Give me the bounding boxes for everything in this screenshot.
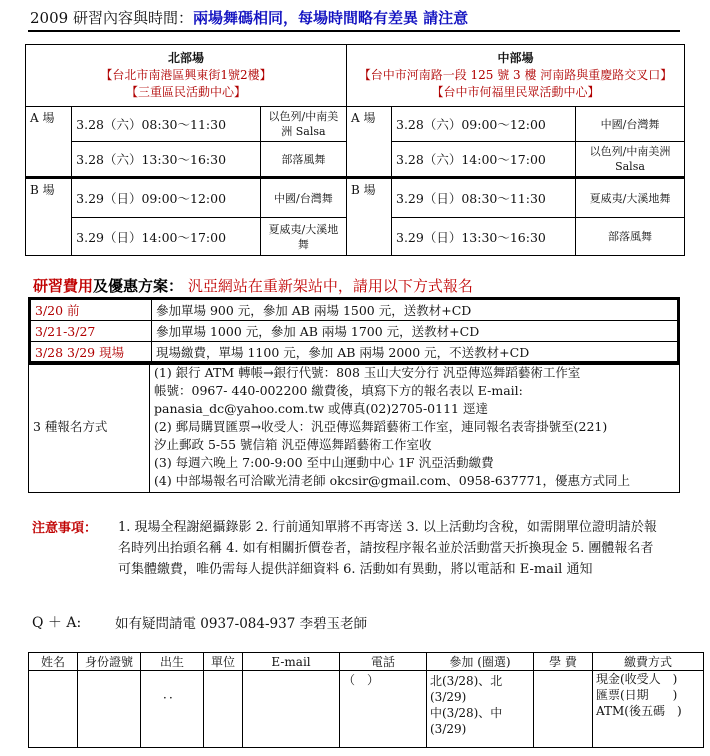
- north-session-label: B 場: [26, 178, 72, 256]
- north-venue-cell: [26, 45, 347, 107]
- form-header-fee: 學 費: [534, 653, 593, 671]
- choice-central: 中(3/28)、中(3/29): [430, 706, 503, 736]
- fees-title-part1: 研習費用: [33, 277, 94, 295]
- fee-desc: 參加單場 900 元，參加 AB 兩場 1500 元，送教材+CD: [152, 299, 679, 321]
- north-dance: 以色列/中南美洲 Salsa: [260, 107, 346, 142]
- method-line: 汐止郵政 5-55 號信箱 汎亞傳巡舞蹈藝術工作室收: [154, 437, 432, 452]
- website-notice: 汎亞網站在重新架站中，請用以下方式報名: [187, 277, 473, 295]
- fees-title-part2: 及優惠方案：: [93, 277, 184, 295]
- birth-field[interactable]: ．．: [141, 671, 204, 748]
- method-line: (1) 銀行 ATM 轉帳→銀行代號：808 玉山大安分行 汎亞傳巡舞蹈藝術工作室: [154, 365, 581, 380]
- method-line: (4) 中部場報名可洽歐光清老師 okcsir@gmail.com、0958-637771，優惠方式同上: [154, 473, 631, 488]
- payment-atm: ATM(後五碼 ): [596, 704, 682, 718]
- fees-table: [28, 297, 680, 365]
- fee-date: 3/21-3/27: [30, 321, 152, 342]
- central-time: 3.29（日）08:30～11:30: [392, 178, 576, 218]
- registration-methods-table: [28, 361, 680, 493]
- schedule-row: [26, 178, 685, 218]
- central-time: 3.28（六）09:00～12:00: [392, 107, 576, 142]
- schedule-table: [25, 44, 685, 256]
- north-venue-name: 北部場: [167, 51, 204, 65]
- form-header-unit: 單位: [204, 653, 243, 671]
- north-time: 3.29（日）14:00～17:00: [72, 218, 261, 256]
- method-line: panasia_dc@yahoo.com.tw 或傳真(02)2705-0111 逕達: [154, 401, 488, 416]
- method-line: (3) 每週六晚上 7:00-9:00 至中山運動中心 1F 汎亞活動繳費: [154, 455, 494, 470]
- central-venue-name: 中部場: [497, 51, 534, 65]
- payment-field[interactable]: [593, 671, 704, 748]
- heading-prefix: 2009 研習內容與時間：: [30, 9, 193, 27]
- central-dance: 中國/台灣舞: [576, 107, 685, 142]
- fee-desc: 現場繳費，單場 1100 元，參加 AB 兩場 2000 元，不送教材+CD: [152, 342, 679, 364]
- notes-label: 注意事項：: [32, 521, 98, 536]
- method-line: (2) 郵局購買匯票→收受人：汎亞傳巡舞蹈藝術工作室，連同報名表寄掛號至(221): [154, 419, 608, 434]
- methods-label: 3 種報名方式: [29, 362, 150, 493]
- heading-underline: [28, 30, 680, 32]
- north-venue-center: 【三重區民活動中心】: [125, 85, 246, 99]
- fee-date: 3/28 3/29 現場: [30, 342, 152, 364]
- north-time: 3.29（日）09:00～12:00: [72, 178, 261, 218]
- form-header-row: [29, 653, 704, 671]
- form-header-name: 姓名: [29, 653, 78, 671]
- form-header-payment: 繳費方式: [593, 653, 704, 671]
- methods-content: [150, 362, 680, 493]
- id-field[interactable]: [78, 671, 141, 748]
- heading-highlight: 兩場舞碼相同，每場時間略有差異 請注意: [192, 9, 469, 27]
- central-dance: 夏威夷/大溪地舞: [576, 178, 685, 218]
- north-dance: 夏威夷/大溪地舞: [260, 218, 346, 256]
- form-header-id: 身份證號: [78, 653, 141, 671]
- method-line: 帳號：0967- 440-002200 繳費後，填寫下方的報名表以 E-mail:: [154, 383, 523, 398]
- payment-cash: 現金(收受人 ): [596, 672, 678, 686]
- central-venue-address: 【台中市河南路一段 125 號 3 樓 河南路與重慶路交叉口】【台中市何福里民眾活動中心】: [358, 68, 673, 99]
- phone-field[interactable]: （ ）: [340, 671, 427, 748]
- page-heading: [30, 8, 680, 28]
- choice-north: 北(3/28)、北(3/29): [430, 674, 503, 704]
- central-session-label: A 場: [347, 107, 392, 178]
- form-header-phone: 電話: [340, 653, 427, 671]
- name-field[interactable]: [29, 671, 78, 748]
- central-dance: 以色列/中南美洲 Salsa: [576, 142, 685, 178]
- north-session-label: A 場: [26, 107, 72, 178]
- central-venue-cell: [347, 45, 685, 107]
- form-header-birth: 出生: [141, 653, 204, 671]
- north-time: 3.28（六）13:30～16:30: [72, 142, 261, 178]
- central-session-label: B 場: [347, 178, 392, 256]
- north-venue-address: 【台北市南港區興東街1號2樓】: [100, 68, 272, 82]
- north-dance: 部落風舞: [260, 142, 346, 178]
- schedule-row: [26, 107, 685, 142]
- form-input-row: [29, 671, 704, 748]
- form-header-choice: 參加 (圈選): [427, 653, 534, 671]
- registration-form-table: [28, 652, 704, 748]
- unit-field[interactable]: [204, 671, 243, 748]
- qa-text: 如有疑問請電 0937-084-937 李碧玉老師: [115, 616, 368, 632]
- qa-label: Q ＋ A:: [32, 615, 82, 631]
- choice-field[interactable]: [427, 671, 534, 748]
- fee-desc: 參加單場 1000 元，參加 AB 兩場 1700 元，送教材+CD: [152, 321, 679, 342]
- fee-field[interactable]: [534, 671, 593, 748]
- north-time: 3.28（六）08:30～11:30: [72, 107, 261, 142]
- central-time: 3.29（日）13:30～16:30: [392, 218, 576, 256]
- payment-money-order: 匯票(日期 ): [596, 688, 678, 702]
- fees-title: [33, 275, 473, 296]
- email-field[interactable]: [243, 671, 340, 748]
- notes-text: 1. 現場全程謝絕攝錄影 2. 行前通知單將不再寄送 3. 以上活動均含稅，如需開單位證明請於報名時列出抬頭名稱 4. 如有相關折價卷者，請按程序報名並於活動當天折換現金 5. 團體報名者可集體繳費，唯仍需每人提供詳細資料 6. 活動如有異動，將以電話和 E-mail 通知: [118, 520, 657, 577]
- north-dance: 中國/台灣舞: [260, 178, 346, 218]
- central-dance: 部落風舞: [576, 218, 685, 256]
- fee-date: 3/20 前: [30, 299, 152, 321]
- form-header-email: E-mail: [243, 653, 340, 671]
- fee-row: [30, 321, 679, 342]
- fee-row: [30, 299, 679, 321]
- central-time: 3.28（六）14:00～17:00: [392, 142, 576, 178]
